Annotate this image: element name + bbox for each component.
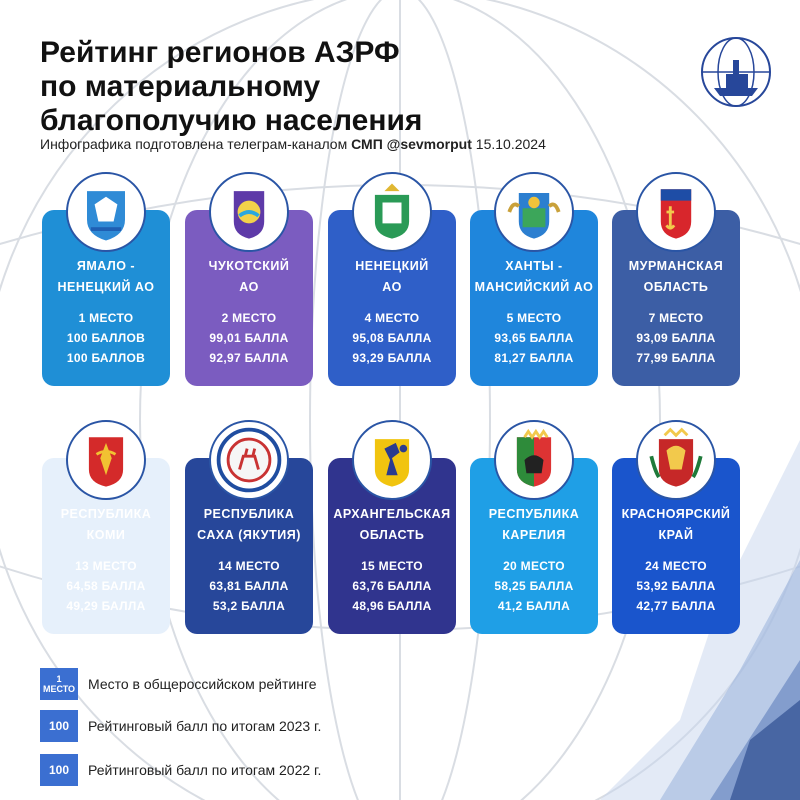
legend-item-place <box>40 668 317 700</box>
subtitle-date: 15.10.2024 <box>475 136 546 152</box>
legend-item-score-2022 <box>40 754 321 786</box>
region-score-2022: 42,77 БАЛЛА <box>636 599 716 613</box>
komi-emblem-icon <box>66 420 146 500</box>
region-place: 24 МЕСТО <box>645 559 707 573</box>
region-name-line: САХА (ЯКУТИЯ) <box>197 528 301 542</box>
region-card-krasnoyarsk <box>612 458 740 634</box>
region-name-line: РЕСПУБЛИКА <box>60 507 152 521</box>
region-place: 7 МЕСТО <box>648 311 704 325</box>
region-score-2023: 63,76 БАЛЛА <box>352 579 432 593</box>
region-place: 20 МЕСТО <box>503 559 565 573</box>
region-name <box>328 504 456 546</box>
region-name-line: МАНСИЙСКИЙ АО <box>474 280 594 294</box>
subtitle-prefix: Инфографика подготовлена телеграм-каналом <box>40 136 348 152</box>
arkhangelsk-emblem-icon <box>352 420 432 500</box>
region-stats <box>612 556 740 616</box>
subtitle <box>40 136 546 152</box>
legend-box-line: 100 <box>48 719 70 733</box>
region-stats <box>185 308 313 368</box>
region-score-2022: 48,96 БАЛЛА <box>352 599 432 613</box>
region-place: 4 МЕСТО <box>364 311 420 325</box>
legend-box-line: 100 <box>48 763 70 777</box>
region-score-2023: 53,92 БАЛЛА <box>636 579 716 593</box>
region-score-2023: 100 БАЛЛОВ <box>66 331 146 345</box>
page-title <box>40 36 500 138</box>
region-name-line: РЕСПУБЛИКА <box>488 507 580 521</box>
region-name-line: ОБЛАСТЬ <box>359 528 425 542</box>
region-name <box>470 256 598 298</box>
legend-text: Рейтинговый балл по итогам 2023 г. <box>88 718 322 734</box>
krasnoyarsk-emblem-icon <box>636 420 716 500</box>
region-name-line: АРХАНГЕЛЬСКАЯ <box>333 507 451 521</box>
region-name-line: НЕНЕЦКИЙ <box>355 259 429 273</box>
region-stats <box>42 308 170 368</box>
region-name-line: ЧУКОТСКИЙ <box>208 259 290 273</box>
sakha-emblem-icon <box>209 420 289 500</box>
region-stats <box>328 556 456 616</box>
region-stats <box>612 308 740 368</box>
region-name-line: КОМИ <box>86 528 126 542</box>
region-name <box>185 256 313 298</box>
region-card-sakha <box>185 458 313 634</box>
region-name <box>42 504 170 546</box>
chukotka-emblem-icon <box>209 172 289 252</box>
region-name-line: КАРЕЛИЯ <box>502 528 566 542</box>
region-card-murmansk <box>612 210 740 386</box>
region-name <box>612 504 740 546</box>
khanty-mansi-emblem-icon <box>494 172 574 252</box>
region-card-nenets <box>328 210 456 386</box>
region-stats <box>185 556 313 616</box>
title-line-3: благополучию населения <box>40 104 423 137</box>
region-stats <box>42 556 170 616</box>
yamalo-nenets-emblem-icon <box>66 172 146 252</box>
region-score-2022: 92,97 БАЛЛА <box>209 351 289 365</box>
region-name-line: НЕНЕЦКИЙ АО <box>57 280 155 294</box>
karelia-emblem-icon <box>494 420 574 500</box>
region-name-line: КРАЙ <box>658 528 694 542</box>
region-place: 15 МЕСТО <box>361 559 423 573</box>
region-name <box>185 504 313 546</box>
region-name-line: ОБЛАСТЬ <box>643 280 709 294</box>
region-name-line: АО <box>239 280 259 294</box>
region-score-2022: 77,99 БАЛЛА <box>636 351 716 365</box>
region-score-2022: 53,2 БАЛЛА <box>212 599 286 613</box>
region-score-2023: 58,25 БАЛЛА <box>494 579 574 593</box>
region-name-line: ЯМАЛО - <box>76 259 136 273</box>
region-card-chukotka <box>185 210 313 386</box>
region-name-line: АО <box>382 280 402 294</box>
region-card-karelia <box>470 458 598 634</box>
sevmorput-logo-icon <box>700 36 772 108</box>
region-name-line: КРАСНОЯРСКИЙ <box>621 507 731 521</box>
region-score-2022: 93,29 БАЛЛА <box>352 351 432 365</box>
region-stats <box>328 308 456 368</box>
region-place: 1 МЕСТО <box>78 311 134 325</box>
region-place: 13 МЕСТО <box>75 559 137 573</box>
region-score-2022: 41,2 БАЛЛА <box>497 599 571 613</box>
region-card-khanty-mansi <box>470 210 598 386</box>
region-score-2023: 99,01 БАЛЛА <box>209 331 289 345</box>
region-score-2023: 64,58 БАЛЛА <box>66 579 146 593</box>
region-name <box>328 256 456 298</box>
region-name-line: МУРМАНСКАЯ <box>628 259 724 273</box>
legend-box-score <box>40 710 78 742</box>
nenets-emblem-icon <box>352 172 432 252</box>
region-name <box>42 256 170 298</box>
region-place: 14 МЕСТО <box>218 559 280 573</box>
title-line-1: Рейтинг регионов АЗРФ <box>40 36 400 69</box>
region-score-2023: 93,65 БАЛЛА <box>494 331 574 345</box>
region-score-2023: 93,09 БАЛЛА <box>636 331 716 345</box>
legend-box-line: 1 <box>56 674 62 684</box>
region-card-komi <box>42 458 170 634</box>
subtitle-channel: СМП @sevmorput <box>351 136 472 152</box>
legend-box-score <box>40 754 78 786</box>
region-score-2022: 49,29 БАЛЛА <box>66 599 146 613</box>
region-place: 2 МЕСТО <box>221 311 277 325</box>
region-name <box>470 504 598 546</box>
legend-box-place <box>40 668 78 700</box>
region-card-arkhangelsk <box>328 458 456 634</box>
region-name-line: ХАНТЫ - <box>505 259 563 273</box>
legend-box-line: МЕСТО <box>42 684 76 694</box>
title-line-2: по материальному <box>40 70 321 103</box>
region-name-line: РЕСПУБЛИКА <box>203 507 295 521</box>
region-score-2023: 95,08 БАЛЛА <box>352 331 432 345</box>
murmansk-emblem-icon <box>636 172 716 252</box>
region-stats <box>470 308 598 368</box>
region-score-2023: 63,81 БАЛЛА <box>209 579 289 593</box>
region-card-yamalo-nenets <box>42 210 170 386</box>
legend-item-score-2023 <box>40 710 321 742</box>
legend-text: Место в общероссийском рейтинге <box>88 676 317 692</box>
legend-text: Рейтинговый балл по итогам 2022 г. <box>88 762 322 778</box>
region-place: 5 МЕСТО <box>506 311 562 325</box>
region-name <box>612 256 740 298</box>
region-stats <box>470 556 598 616</box>
region-score-2022: 81,27 БАЛЛА <box>494 351 574 365</box>
region-score-2022: 100 БАЛЛОВ <box>66 351 146 365</box>
